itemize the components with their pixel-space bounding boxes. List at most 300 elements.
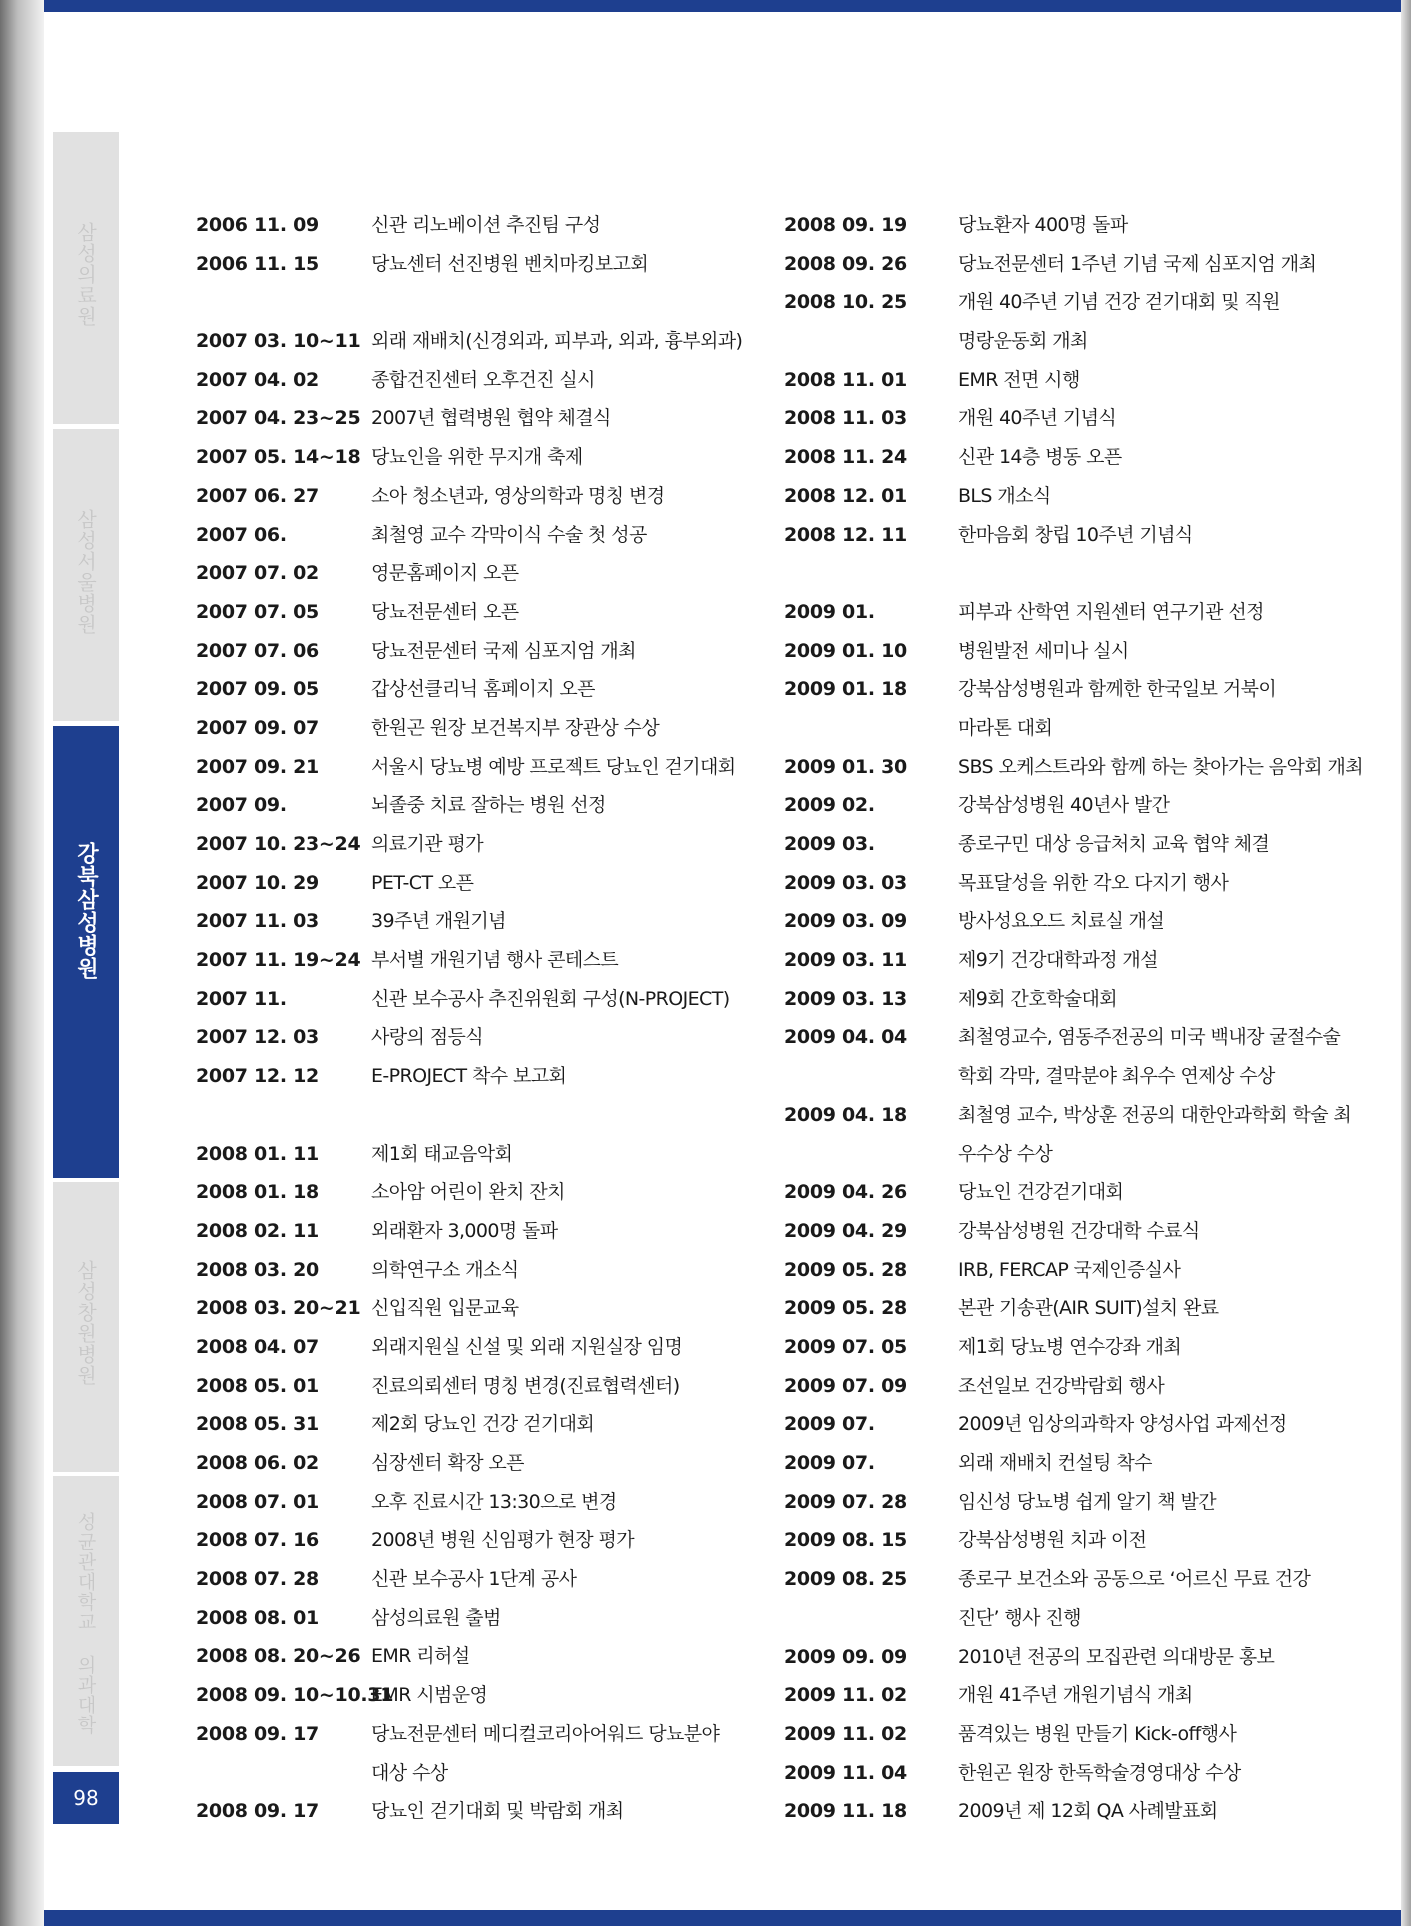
event-date: 2006 11. 09 [196, 214, 319, 236]
timeline-row [784, 825, 1363, 864]
timeline-row [196, 1599, 742, 1638]
timeline-row [196, 1676, 742, 1715]
event-description [958, 516, 1193, 555]
event-description-line: EMR 리허설 [371, 1645, 470, 1668]
timeline-row [784, 902, 1363, 941]
timeline-row [784, 361, 1363, 400]
event-description [958, 477, 1051, 516]
event-date: 2009 07. 28 [784, 1490, 907, 1513]
timeline-row [196, 1328, 742, 1367]
timeline-row [784, 1212, 1363, 1251]
event-description [958, 206, 1128, 245]
event-date: 2008 12. 01 [784, 484, 907, 507]
timeline-row [784, 980, 1363, 1019]
event-description [958, 825, 1269, 864]
event-description-line: 제9기 건강대학과정 개설 [958, 949, 1158, 972]
book-spine-edge [0, 0, 44, 1926]
event-description-line: 진료의뢰센터 명칭 변경(진료협력센터) [371, 1374, 680, 1397]
event-date: 2007 11. [196, 987, 287, 1010]
page-number: 98 [53, 1772, 119, 1824]
event-description-line: 최철영 교수 각막이식 수술 첫 성공 [371, 523, 647, 546]
event-description-line: SBS 오케스트라와 함께 하는 찾아가는 음악회 개최 [958, 755, 1363, 778]
event-description [958, 245, 1316, 284]
event-description-line: 2009년 제 12회 QA 사례발표회 [958, 1800, 1218, 1823]
event-description [958, 864, 1228, 903]
event-description [958, 1328, 1181, 1367]
side-tab-kangbuk-samsung-hospital[interactable] [53, 726, 119, 1178]
timeline-row [196, 941, 742, 980]
event-date: 2009 04. 26 [784, 1181, 907, 1204]
event-description-line: 삼성의료원 출범 [371, 1606, 501, 1629]
event-date: 2007 07. 02 [196, 562, 319, 585]
timeline-row [784, 283, 1363, 360]
timeline-row [196, 1444, 742, 1483]
timeline-row [196, 1521, 742, 1560]
event-description-line: 당뇨전문센터 오픈 [371, 600, 519, 623]
event-description [958, 1560, 1310, 1637]
event-date: 2008 01. 11 [196, 1142, 319, 1165]
event-description-line: 소아 청소년과, 영상의학과 명칭 변경 [371, 484, 665, 507]
timeline-row [784, 1676, 1363, 1715]
timeline-row [196, 980, 742, 1019]
event-description-line: 당뇨전문센터 메디컬코리아어워드 당뇨분야 [371, 1722, 720, 1745]
event-description [958, 438, 1122, 477]
event-description-line: 사랑의 점등식 [371, 1026, 483, 1049]
timeline-row [196, 1173, 742, 1212]
side-tab-label: 성균관대학교 의과대학 [74, 1512, 97, 1735]
timeline-row [196, 825, 742, 864]
event-description-line: PET-CT 오픈 [371, 871, 474, 894]
event-description [958, 1405, 1287, 1444]
event-description [371, 1173, 565, 1212]
event-description [371, 554, 518, 593]
event-date: 2008 02. 11 [196, 1219, 319, 1242]
timeline-row [196, 632, 742, 671]
timeline-row [784, 1328, 1363, 1367]
event-date: 2008 11. 24 [784, 446, 907, 469]
event-description [371, 1676, 487, 1715]
timeline-row [196, 1057, 742, 1096]
timeline-row [196, 1289, 742, 1328]
timeline-gap [784, 554, 1363, 593]
event-description [958, 1792, 1217, 1831]
event-description-line: 신관 14층 병동 오픈 [958, 446, 1122, 469]
event-description-line: 대상 수상 [371, 1761, 448, 1784]
event-description [958, 1018, 1340, 1095]
event-description [371, 322, 742, 361]
event-date: 2007 05. 14~18 [196, 446, 361, 469]
event-date: 2009 04. 29 [784, 1219, 907, 1242]
event-date: 2009 11. 04 [784, 1761, 907, 1784]
event-date: 2009 03. 03 [784, 871, 907, 894]
event-date: 2008 09. 19 [784, 214, 907, 236]
timeline-row [196, 1715, 742, 1792]
event-description-line: 강북삼성병원 치과 이전 [958, 1529, 1147, 1552]
event-date: 2008 11. 03 [784, 407, 907, 430]
event-description-line: 강북삼성병원 40년사 발간 [958, 794, 1170, 817]
timeline-row [196, 1792, 742, 1831]
timeline-row [784, 438, 1363, 477]
event-description [371, 1560, 576, 1599]
event-description [958, 902, 1164, 941]
event-description-line: 의료기관 평가 [371, 833, 483, 855]
event-description-line: 한마음회 창립 10주년 기념식 [958, 523, 1193, 546]
event-description-line: 외래 재배치(신경외과, 피부과, 외과, 흉부외과) [371, 330, 743, 353]
event-description [958, 786, 1169, 825]
event-date: 2009 07. 09 [784, 1374, 907, 1397]
timeline-row [784, 786, 1363, 825]
event-date: 2009 11. 02 [784, 1684, 907, 1707]
timeline-gap [196, 283, 742, 322]
event-description [371, 1212, 558, 1251]
event-description [371, 438, 583, 477]
event-description [371, 1715, 719, 1792]
side-tab-samsung-changwon-hospital[interactable] [53, 1182, 119, 1472]
event-date: 2008 05. 01 [196, 1374, 319, 1397]
timeline-row [196, 206, 742, 245]
event-date: 2009 01. 10 [784, 639, 907, 662]
event-description [958, 980, 1117, 1019]
timeline-row [784, 1367, 1363, 1406]
timeline-row [196, 1251, 742, 1290]
event-description [958, 1483, 1216, 1522]
event-description-line: 신관 리노베이션 추진팀 구성 [371, 214, 601, 236]
event-description-line: 당뇨환자 400명 돌파 [958, 214, 1128, 236]
event-description [371, 902, 506, 941]
event-description [371, 593, 518, 632]
event-date: 2008 11. 01 [784, 368, 907, 391]
event-description [371, 399, 611, 438]
event-description-line: IRB, FERCAP 국제인증실사 [958, 1258, 1181, 1281]
event-date: 2007 04. 23~25 [196, 407, 361, 430]
timeline-row [784, 1638, 1363, 1677]
timeline-row [196, 477, 742, 516]
event-date: 2007 09. 07 [196, 716, 319, 739]
event-description-line: 신관 보수공사 추진위원회 구성(N-PROJECT) [371, 987, 730, 1010]
event-description-line: 목표달성을 위한 각오 다지기 행사 [958, 871, 1229, 894]
event-description-line: 진단’ 행사 진행 [958, 1606, 1081, 1629]
timeline-row [196, 554, 742, 593]
timeline-row [784, 1754, 1363, 1793]
event-description [371, 980, 730, 1019]
event-description-line: 당뇨인 건강걷기대회 [958, 1181, 1124, 1204]
timeline-row [784, 1289, 1363, 1328]
event-description-line: 의학연구소 개소식 [371, 1258, 519, 1281]
event-description [371, 206, 600, 245]
event-description-line: 본관 기송관(AIR SUIT)설치 완료 [958, 1297, 1219, 1320]
event-description-line: 한원곤 원장 보건복지부 장관상 수상 [371, 716, 660, 739]
event-description [371, 825, 483, 864]
event-description [958, 941, 1158, 980]
timeline-row [196, 1405, 742, 1444]
event-description-line: 한원곤 원장 한독학술경영대상 수상 [958, 1761, 1241, 1784]
event-description-line: 당뇨인을 위한 무지개 축제 [371, 446, 583, 469]
event-description [371, 1637, 470, 1676]
timeline-row [784, 477, 1363, 516]
timeline-row [196, 399, 742, 438]
event-date: 2007 11. 19~24 [196, 949, 361, 972]
event-date: 2007 10. 29 [196, 871, 319, 894]
timeline-row [784, 593, 1363, 632]
event-date: 2007 10. 23~24 [196, 833, 361, 855]
event-description [958, 632, 1129, 671]
event-description-line: 마라톤 대회 [958, 716, 1053, 739]
event-description [371, 1521, 634, 1560]
event-description [371, 245, 648, 284]
event-date: 2007 09. [196, 794, 287, 817]
timeline-row [784, 1173, 1363, 1212]
event-date: 2008 09. 17 [196, 1722, 319, 1745]
timeline-row [784, 245, 1363, 284]
timeline-row [784, 1715, 1363, 1754]
event-description [371, 477, 665, 516]
side-tab-label: 삼성의료원 [73, 222, 98, 327]
event-description-line: 오후 진료시간 13:30으로 변경 [371, 1490, 617, 1513]
timeline-row [196, 1560, 742, 1599]
timeline-row [196, 748, 742, 787]
timeline-gap [196, 1096, 742, 1135]
event-description [958, 593, 1264, 632]
timeline-row [196, 322, 742, 361]
event-date: 2008 07. 28 [196, 1568, 319, 1591]
event-date: 2007 06. [196, 523, 287, 546]
event-description-line: 종합건진센터 오후건진 실시 [371, 368, 595, 391]
event-description-line: 강북삼성병원 건강대학 수료식 [958, 1219, 1200, 1242]
event-description [958, 1173, 1123, 1212]
event-description [371, 632, 636, 671]
bottom-border [44, 1910, 1411, 1926]
event-description-line: 영문홈페이지 오픈 [371, 562, 519, 585]
event-description [958, 1444, 1152, 1483]
event-description-line: 신관 보수공사 1단계 공사 [371, 1568, 577, 1591]
timeline-row [784, 1560, 1363, 1637]
event-date: 2009 04. 18 [784, 1103, 907, 1126]
event-date: 2007 12. 03 [196, 1026, 319, 1049]
event-description [371, 1289, 518, 1328]
event-description-line: 외래환자 3,000명 돌파 [371, 1219, 558, 1242]
timeline-left-column [196, 206, 742, 1831]
event-date: 2008 09. 10~10.31 [196, 1684, 394, 1707]
timeline-row [196, 1212, 742, 1251]
event-description-line: 병원발전 세미나 실시 [958, 639, 1129, 662]
timeline-row [196, 709, 742, 748]
timeline-row [784, 1405, 1363, 1444]
event-date: 2007 09. 21 [196, 755, 319, 778]
event-date: 2008 07. 16 [196, 1529, 319, 1552]
event-description-line: 부서별 개원기념 행사 콘테스트 [371, 949, 619, 972]
event-date: 2007 04. 02 [196, 368, 319, 391]
event-date: 2008 10. 25 [784, 291, 907, 314]
side-tab-samsung-seoul-hospital[interactable] [53, 429, 119, 721]
timeline-row [196, 1135, 742, 1174]
event-date: 2008 06. 02 [196, 1452, 319, 1474]
event-description [958, 283, 1280, 360]
timeline-row [784, 1018, 1363, 1095]
event-date: 2006 11. 15 [196, 252, 319, 275]
right-page-edge [1401, 0, 1411, 1926]
event-description-line: 외래 재배치 컨설팅 착수 [958, 1452, 1152, 1475]
event-description-line: 당뇨전문센터 국제 심포지엄 개최 [371, 639, 636, 662]
event-description [958, 1096, 1351, 1173]
event-description [958, 1251, 1180, 1290]
event-description-line: 방사성요오드 치료실 개설 [958, 910, 1165, 933]
event-description [371, 941, 618, 980]
event-description-line: EMR 전면 시행 [958, 368, 1080, 391]
event-date: 2007 11. 03 [196, 910, 319, 933]
event-date: 2009 09. 09 [784, 1645, 907, 1668]
event-date: 2008 09. 17 [196, 1800, 319, 1823]
event-description-line: 2009년 임상의과학자 양성사업 과제선정 [958, 1413, 1287, 1436]
event-date: 2009 07. 05 [784, 1336, 907, 1358]
timeline-row [196, 1637, 742, 1676]
event-description [958, 1638, 1274, 1677]
event-description-line: 임신성 당뇨병 쉽게 알기 책 발간 [958, 1490, 1217, 1513]
event-description-line: 종로구 보건소와 공동으로 ‘어르신 무료 건강 [958, 1568, 1311, 1591]
timeline-row [784, 632, 1363, 671]
event-description-line: 강북삼성병원과 함께한 한국일보 거북이 [958, 678, 1277, 701]
event-description [371, 748, 736, 787]
event-date: 2009 05. 28 [784, 1258, 907, 1281]
event-description [958, 748, 1363, 787]
timeline-row [196, 1367, 742, 1406]
timeline-row [196, 361, 742, 400]
event-description [371, 1599, 501, 1638]
timeline-row [784, 670, 1363, 747]
timeline-row [784, 516, 1363, 555]
timeline-row [196, 1483, 742, 1522]
event-date: 2009 08. 15 [784, 1529, 907, 1552]
event-date: 2009 07. [784, 1413, 875, 1436]
timeline-row [784, 1251, 1363, 1290]
event-date: 2007 03. 10~11 [196, 330, 361, 353]
side-tab-label: 삼성창원병원 [73, 1260, 98, 1386]
event-date: 2009 03. [784, 833, 875, 856]
top-border [44, 0, 1411, 12]
event-date: 2009 03. 11 [784, 949, 907, 972]
event-date: 2009 03. 09 [784, 910, 907, 933]
event-description [371, 709, 659, 748]
event-description-line: EMR 시범운영 [371, 1684, 488, 1707]
event-description [958, 1521, 1146, 1560]
event-date: 2008 03. 20~21 [196, 1297, 361, 1320]
event-description-line: 학회 각막, 결막분야 최우수 연제상 수상 [958, 1065, 1275, 1088]
event-description [371, 516, 647, 555]
event-date: 2007 12. 12 [196, 1065, 319, 1088]
event-date: 2007 07. 05 [196, 600, 319, 623]
timeline-row [784, 1521, 1363, 1560]
timeline-row [784, 1096, 1363, 1173]
event-description [371, 670, 595, 709]
event-description-line: 우수상 수상 [958, 1142, 1053, 1165]
event-description [958, 670, 1276, 747]
event-description-line: 피부과 산학연 지원센터 연구기관 선정 [958, 600, 1264, 623]
event-date: 2009 03. 13 [784, 987, 907, 1010]
timeline-row [784, 1444, 1363, 1483]
event-description-line: 최철영교수, 염동주전공의 미국 백내장 굴절수술 [958, 1026, 1341, 1049]
event-description [958, 1212, 1200, 1251]
event-description [371, 1135, 512, 1174]
event-description-line: 2008년 병원 신임평가 현장 평가 [371, 1529, 635, 1552]
event-description-line: 제1회 당뇨병 연수강좌 개최 [958, 1336, 1182, 1358]
event-date: 2008 12. 11 [784, 523, 907, 546]
event-description [371, 1405, 594, 1444]
event-description-line: 심장센터 확장 오픈 [371, 1452, 524, 1474]
event-description [958, 1676, 1193, 1715]
timeline-row [196, 1018, 742, 1057]
event-description [958, 1754, 1241, 1793]
event-date: 2009 05. 28 [784, 1297, 907, 1320]
event-description-line: 2010년 전공의 모집관련 의대방문 홍보 [958, 1645, 1275, 1668]
event-description-line: 제9회 간호학술대회 [958, 987, 1117, 1010]
timeline-right-column [784, 206, 1363, 1831]
event-date: 2008 05. 31 [196, 1413, 319, 1436]
event-description [958, 361, 1080, 400]
event-description-line: 개원 41주년 개원기념식 개최 [958, 1684, 1193, 1707]
event-description-line: E-PROJECT 착수 보고회 [371, 1065, 567, 1088]
timeline-row [196, 593, 742, 632]
side-tab-samsung-medical-center[interactable] [53, 132, 119, 424]
timeline-row [196, 786, 742, 825]
event-description-line: 제1회 태교음악회 [371, 1142, 513, 1165]
timeline-row [784, 1792, 1363, 1831]
event-date: 2009 08. 25 [784, 1568, 907, 1591]
event-description [958, 1289, 1219, 1328]
event-description [371, 1444, 524, 1483]
event-date: 2007 06. 27 [196, 484, 319, 507]
event-description-line: 최철영 교수, 박상훈 전공의 대한안과학회 학술 최 [958, 1103, 1352, 1126]
event-description-line: 조선일보 건강박람회 행사 [958, 1374, 1165, 1397]
event-description [958, 1715, 1236, 1754]
side-tab-sungkyunkwan-medical-school[interactable] [53, 1476, 119, 1766]
event-description-line: 개원 40주년 기념 건강 걷기대회 및 직원 [958, 291, 1280, 314]
event-date: 2009 11. 18 [784, 1800, 907, 1823]
timeline-row [196, 438, 742, 477]
event-description-line: 당뇨센터 선진병원 벤치마킹보고회 [371, 252, 649, 275]
event-date: 2009 07. [784, 1452, 875, 1475]
event-description [371, 1057, 566, 1096]
event-description-line: 2007년 협력병원 협약 체결식 [371, 407, 611, 430]
event-description-line: 당뇨전문센터 1주년 기념 국제 심포지엄 개최 [958, 252, 1317, 275]
event-description [371, 786, 606, 825]
event-description [371, 864, 473, 903]
event-date: 2008 09. 26 [784, 252, 907, 275]
event-description-line: 뇌졸중 치료 잘하는 병원 선정 [371, 794, 606, 817]
side-tab-label: 삼성서울병원 [73, 509, 98, 635]
event-date: 2007 09. 05 [196, 678, 319, 701]
timeline-row [196, 902, 742, 941]
event-description [371, 1328, 682, 1367]
event-description [371, 1018, 483, 1057]
event-date: 2008 08. 01 [196, 1606, 319, 1629]
event-description [371, 1483, 617, 1522]
event-description-line: BLS 개소식 [958, 484, 1051, 507]
event-description [958, 399, 1116, 438]
event-description [371, 361, 595, 400]
event-description-line: 서울시 당뇨병 예방 프로젝트 당뇨인 걷기대회 [371, 755, 736, 778]
timeline-row [784, 864, 1363, 903]
event-date: 2008 01. 18 [196, 1181, 319, 1204]
event-description [371, 1792, 624, 1831]
timeline-row [784, 206, 1363, 245]
event-date: 2009 01. 30 [784, 755, 907, 778]
event-date: 2007 07. 06 [196, 639, 319, 662]
event-date: 2008 07. 01 [196, 1490, 319, 1513]
event-description-line: 외래지원실 신설 및 외래 지원실장 임명 [371, 1335, 683, 1358]
event-date: 2008 04. 07 [196, 1335, 319, 1358]
timeline-row [784, 748, 1363, 787]
event-date: 2009 01. 18 [784, 678, 907, 701]
timeline-row [196, 864, 742, 903]
